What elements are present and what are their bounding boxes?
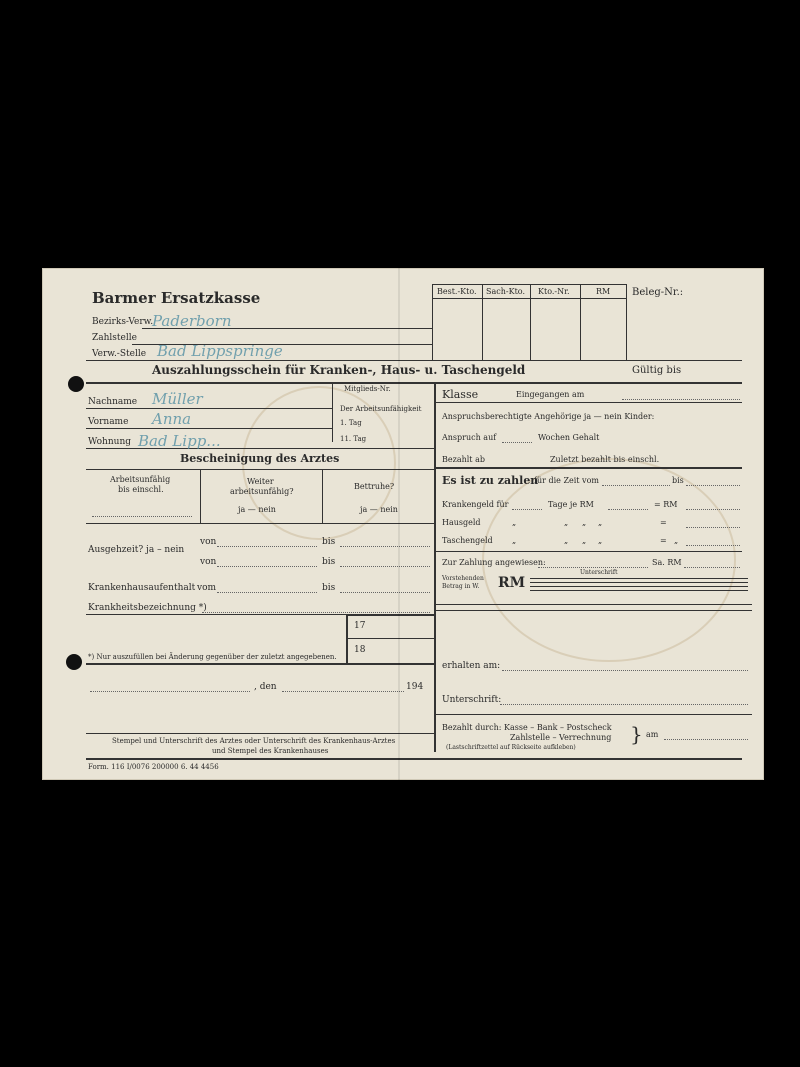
ausgehzeit-label: Ausgehzeit? ja – nein xyxy=(88,545,185,555)
verw-stelle-label: Verw.-Stelle xyxy=(92,349,147,359)
betrag-label: Betrag in W. xyxy=(442,583,480,590)
kh-aufenthalt-label: Krankenhausaufenthalt xyxy=(88,583,196,593)
handwritten-zahlstelle: Bad Lippspringe xyxy=(157,342,283,360)
col-kto-nr: Kto.-Nr. xyxy=(538,287,570,296)
zeit-bis-label: bis xyxy=(672,476,684,485)
weiter-label: Weiter xyxy=(247,477,274,486)
handwritten-wohnung: Bad Lipp... xyxy=(138,432,221,450)
payment-form xyxy=(42,268,764,780)
bezirks-label: Bezirks-Verw. xyxy=(92,317,154,327)
ditto-mark: „ xyxy=(582,518,587,527)
fuer-zeit-label: für die Zeit vom xyxy=(534,476,599,485)
bis-label-2: bis xyxy=(322,557,336,567)
bescheinigung-heading: Bescheinigung des Arztes xyxy=(180,452,340,465)
stempel-label: Stempel und Unterschrift des Arztes oder Unterschrift des Krankenhaus-Arztes xyxy=(112,737,396,745)
punch-hole xyxy=(68,376,84,392)
weiter-ja-nein: ja — nein xyxy=(238,505,276,514)
eq-mark: = xyxy=(660,536,667,545)
footnote: *) Nur auszufüllen bei Änderung gegenüber der zuletzt angegebenen. xyxy=(88,653,337,661)
handwritten-bezirk: Paderborn xyxy=(152,312,232,330)
zuletzt-label: Zuletzt bezahlt bis einschl. xyxy=(550,455,660,464)
form-title: Auszahlungsschein für Kranken-, Haus- u. Taschengeld xyxy=(152,363,526,377)
ditto-mark: „ xyxy=(598,518,603,527)
vom-label: vom xyxy=(197,583,217,593)
ditto-mark: „ xyxy=(564,536,569,545)
bettruhe-label: Bettruhe? xyxy=(354,482,395,491)
hausgeld-label: Hausgeld xyxy=(442,518,481,527)
taschengeld-label: Taschengeld xyxy=(442,536,493,545)
ditto-mark: „ xyxy=(512,518,517,527)
eq-rm-label: = RM xyxy=(654,500,678,509)
klasse-label: Klasse xyxy=(442,388,479,401)
tag1-label: 1. Tag xyxy=(340,419,362,427)
lastschrift-note: (Lastschriftzettel auf Rückseite aufkleben) xyxy=(446,744,576,751)
zahlstelle-label: Zahlstelle xyxy=(92,333,137,343)
eq-mark: = xyxy=(660,518,667,527)
handwritten-nachname: Müller xyxy=(152,390,203,408)
unterschrift-small: Unterschrift xyxy=(580,569,618,576)
zahlstelle-verrechnung-label: Zahlstelle – Verrechnung xyxy=(510,733,612,742)
von-label-1: von xyxy=(200,537,217,547)
krankheit-label: Krankheitsbezeichnung *) xyxy=(88,603,207,613)
bezahlt-durch-label: Bezahlt durch: Kasse – Bank – Postscheck xyxy=(442,723,612,732)
col-best-kto: Best.-Kto. xyxy=(437,287,477,296)
punch-hole xyxy=(66,654,82,670)
bis-einschl-label: bis einschl. xyxy=(118,485,164,494)
am-label: am xyxy=(646,730,659,739)
nachname-label: Nachname xyxy=(88,397,138,407)
beleg-label: Beleg-Nr.: xyxy=(632,287,684,298)
bis-label-1: bis xyxy=(322,537,336,547)
angehoerige-label: Anspruchsberechtigte Angehörige ja — nein Kinder: xyxy=(442,412,655,421)
von-label-2: von xyxy=(200,557,217,567)
tag11-label: 11. Tag xyxy=(340,435,367,443)
ditto-mark: „ xyxy=(598,536,603,545)
ditto-mark: „ xyxy=(582,536,587,545)
stempel-label-2: und Stempel des Krankenhauses xyxy=(212,747,329,755)
eingegangen-label: Eingegangen am xyxy=(516,390,585,399)
vorname-label: Vorname xyxy=(88,417,129,427)
weiter-arbeitsunf-label: arbeitsunfähig? xyxy=(230,487,294,496)
col-rm: RM xyxy=(596,287,611,296)
wochen-label: Wochen Gehalt xyxy=(538,433,600,442)
ditto-mark: „ xyxy=(512,536,517,545)
rm-label: RM xyxy=(498,575,526,591)
form-number: Form. 116 I/0076 200000 6. 44 4456 xyxy=(88,763,219,771)
den-label: , den xyxy=(254,682,277,692)
col-sach-kto: Sach-Kto. xyxy=(486,287,525,296)
anspruch-label: Anspruch auf xyxy=(442,433,497,442)
tage-je-label: Tage je RM xyxy=(548,500,594,509)
erhalten-label: erhalten am: xyxy=(442,661,501,671)
krankengeld-label: Krankengeld für xyxy=(442,500,509,509)
bettruhe-ja-nein: ja — nein xyxy=(360,505,398,514)
number-18: 18 xyxy=(354,645,366,655)
sa-rm-label: Sa. RM xyxy=(652,558,682,567)
ditto-mark: „ xyxy=(674,536,679,545)
unterschrift-label: Unterschrift: xyxy=(442,695,502,705)
arbeitsunf-label: Der Arbeitsunfähigkeit xyxy=(340,405,422,413)
zu-zahlen-heading: Es ist zu zahlen xyxy=(442,474,539,487)
bis-label-3: bis xyxy=(322,583,336,593)
arbeitsunfaehig-label: Arbeitsunfähig xyxy=(110,475,171,484)
ditto-mark: „ xyxy=(564,518,569,527)
company-name: Barmer Ersatzkasse xyxy=(92,289,261,307)
year-label: 194 xyxy=(406,682,424,692)
handwritten-vorname: Anna xyxy=(152,410,192,428)
number-17: 17 xyxy=(354,621,366,631)
bezahlt-ab-label: Bezahlt ab xyxy=(442,455,485,464)
zur-zahlung-label: Zur Zahlung angewiesen: xyxy=(442,558,546,567)
brace-icon: } xyxy=(630,722,643,746)
gueltig-label: Gültig bis xyxy=(632,365,682,376)
mitglieds-label: Mitglieds-Nr. xyxy=(344,385,391,393)
wohnung-label: Wohnung xyxy=(88,437,132,447)
vorstehenden-label: Vorstehenden xyxy=(442,575,484,582)
